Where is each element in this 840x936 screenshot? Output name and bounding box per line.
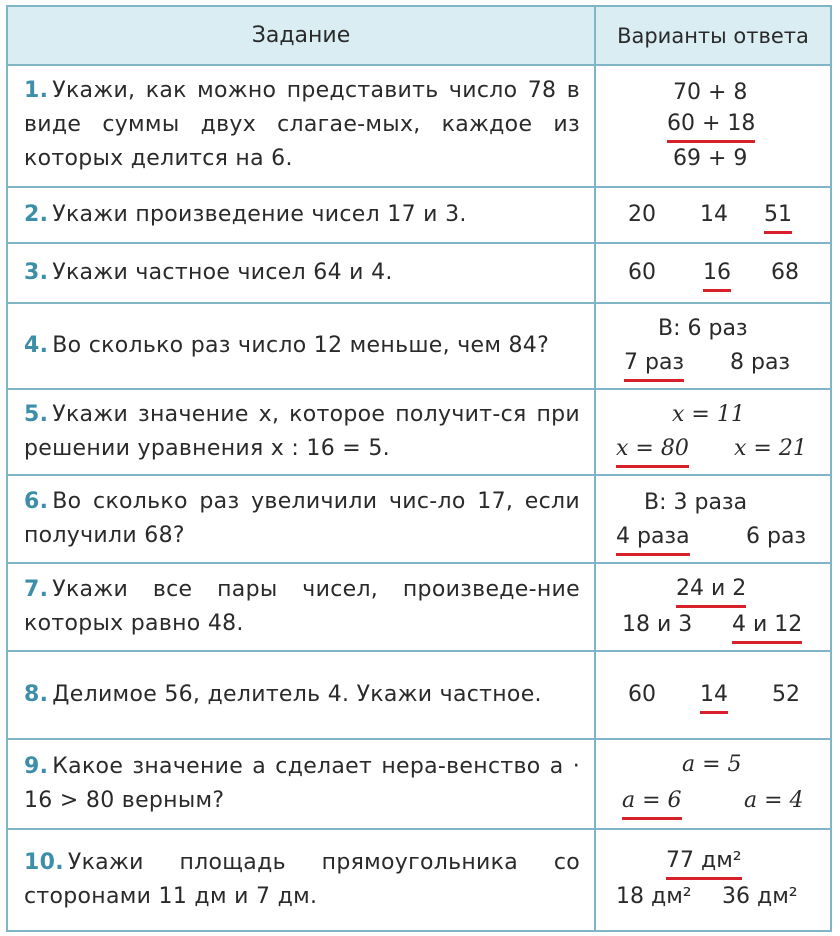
column-divider	[594, 7, 596, 930]
task-number: 7.	[24, 577, 49, 602]
answer-option-correct: 7 раз	[624, 348, 684, 382]
answer-cell	[596, 740, 830, 828]
answer-option: 60	[628, 682, 656, 707]
answer-cell	[596, 652, 830, 738]
task-text: Укажи частное чисел 64 и 4.	[52, 260, 393, 285]
answer-option-correct: 16	[703, 258, 731, 292]
table-row	[8, 304, 830, 390]
answer-cell	[596, 64, 830, 186]
task-number: 9.	[24, 754, 49, 779]
answer-option-correct: 24 и 2	[676, 574, 746, 608]
answer-cell	[596, 304, 830, 388]
task-cell	[24, 64, 580, 186]
header-task: Задание	[251, 23, 351, 48]
answer-option: a = 4	[744, 788, 804, 813]
answer-option: 20	[628, 202, 656, 227]
task-number: 2.	[24, 202, 49, 227]
task-text: Какое значение a сделает нера-венство a · 16 > 80 верным?	[24, 754, 580, 813]
table-row	[8, 64, 830, 188]
task-text: Укажи значение x, которое получит-ся при решении уравнения x : 16 = 5.	[24, 402, 580, 461]
answer-option: a = 5	[682, 752, 742, 777]
answer-option: 60	[628, 260, 656, 285]
table-row	[8, 652, 830, 740]
task-text: Укажи все пары чисел, произведе-ние которых равно 48.	[24, 577, 580, 636]
task-cell	[24, 740, 580, 828]
task-text: Укажи, как можно представить число 78 в виде суммы двух слагае-мых, каждое из которых делится на 6.	[24, 78, 580, 171]
answer-option-correct: 60 + 18	[667, 109, 755, 143]
task-cell	[24, 652, 580, 738]
answer-cell	[596, 476, 830, 562]
task-number: 6.	[24, 489, 49, 514]
table-row	[8, 476, 830, 564]
task-cell	[24, 830, 580, 930]
task-text: Во сколько раз увеличили чис-ло 17, если получили 68?	[24, 489, 580, 548]
table-row	[8, 188, 830, 244]
header-answers: Варианты ответа	[617, 23, 809, 48]
task-cell	[24, 244, 580, 302]
task-cell	[24, 188, 580, 242]
task-number: 3.	[24, 260, 49, 285]
task-number: 10.	[24, 850, 64, 875]
task-number: 8.	[24, 682, 49, 707]
answer-option-correct: a = 6	[622, 786, 682, 820]
table-row	[8, 390, 830, 476]
table-row	[8, 830, 830, 930]
answer-option-correct: 14	[700, 680, 728, 714]
answer-option: В: 6 раз	[658, 316, 748, 341]
answer-option: 68	[771, 260, 799, 285]
answer-option: В: 3 раза	[644, 490, 748, 515]
answer-cell	[596, 564, 830, 650]
answer-cell	[596, 390, 830, 474]
answer-option-correct: 77 дм²	[666, 846, 742, 880]
answer-option-correct: 4 и 12	[732, 610, 802, 644]
task-number: 1.	[24, 78, 49, 103]
answer-option-correct: 51	[764, 200, 792, 234]
table-row	[8, 740, 830, 830]
answer-option: x = 21	[734, 436, 807, 461]
answer-option-correct: x = 80	[616, 434, 689, 468]
answer-option-correct: 4 раза	[616, 522, 690, 556]
task-cell	[24, 564, 580, 650]
task-cell	[24, 304, 580, 388]
task-text: Укажи площадь прямоугольника со сторонами 11 дм и 7 дм.	[24, 850, 580, 909]
task-cell	[24, 390, 580, 474]
answer-option: 18 и 3	[622, 612, 693, 637]
answer-option: 18 дм²	[616, 884, 692, 909]
answer-option: 70 + 8	[673, 80, 748, 105]
answer-option: 8 раз	[730, 350, 791, 375]
task-text: Делимое 56, делитель 4. Укажи частное.	[52, 682, 542, 707]
answer-cell	[596, 188, 830, 242]
task-cell	[24, 476, 580, 562]
answer-cell	[596, 244, 830, 302]
answer-option: 52	[772, 682, 800, 707]
answer-option: 14	[700, 202, 728, 227]
table-row	[8, 564, 830, 652]
answer-option: 36 дм²	[722, 884, 798, 909]
answer-option: 69 + 9	[673, 146, 748, 171]
answers-table	[6, 5, 832, 932]
task-number: 4.	[24, 333, 49, 358]
table-header	[8, 7, 830, 66]
task-text: Укажи произведение чисел 17 и 3.	[52, 202, 467, 227]
task-number: 5.	[24, 402, 49, 427]
answer-cell	[596, 830, 830, 930]
answer-option: x = 11	[672, 402, 745, 427]
task-text: Во сколько раз число 12 меньше, чем 84?	[52, 333, 550, 358]
table-row	[8, 244, 830, 304]
answer-option: 6 раз	[746, 524, 807, 549]
